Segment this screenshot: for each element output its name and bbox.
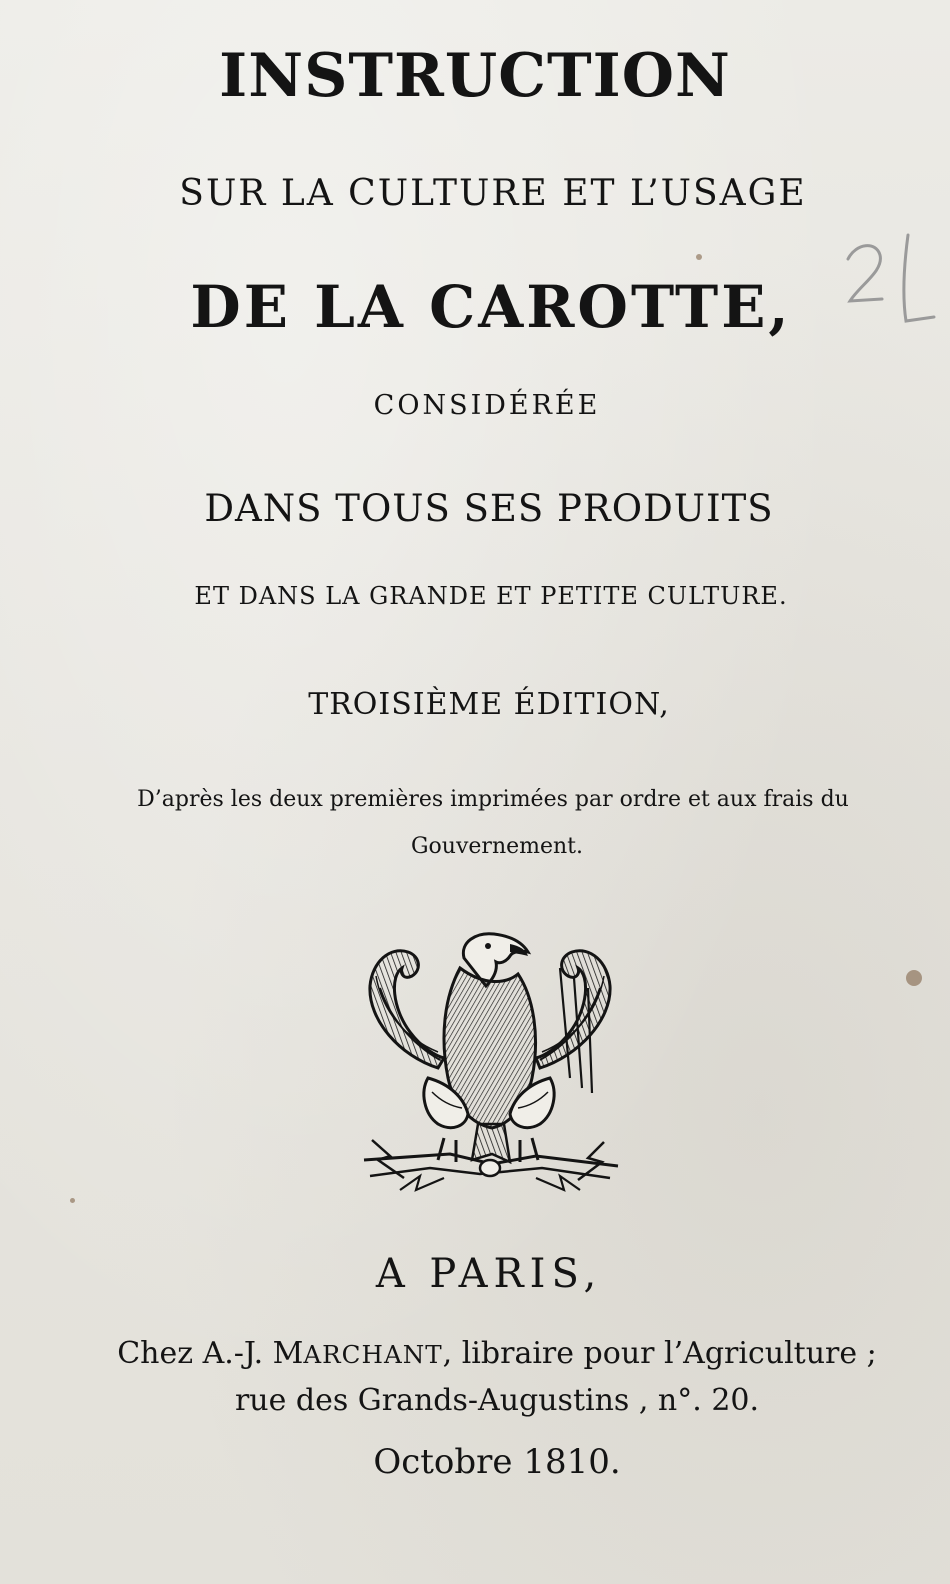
book-subtitle: SUR LA CULTURE ET L’USAGE [179,173,807,214]
pencil-mark-icon [842,225,942,335]
foxing-spot [696,254,702,260]
imperial-eagle-icon [360,928,624,1206]
book-subject: DE LA CAROTTE, [190,273,792,341]
scope-line: ET DANS LA GRANDE ET PETITE CULTURE. [194,582,788,610]
products-line: DANS TOUS SES PRODUITS [204,487,774,530]
foxing-spot [906,970,922,986]
considered-line: CONSIDÉRÉE [373,390,601,421]
foxing-spot [70,1198,75,1203]
place-line: A PARIS, [375,1251,603,1297]
address-line: rue des Grands-Augustins , n°. 20. [234,1383,760,1418]
date-line: Octobre 1810. [373,1442,621,1482]
book-title: INSTRUCTION [219,41,731,111]
publisher-name: ARCHANT [303,1340,443,1369]
publisher-line [22,1336,950,1371]
publisher-prefix: Chez A.-J. M [117,1336,304,1371]
edition-note-line-1: D’après les deux premières imprimées par ordre et aux frais du [137,787,849,812]
edition-line: TROISIÈME ÉDITION, [308,687,670,722]
publisher-suffix: , libraire pour l’Agriculture ; [442,1336,877,1371]
edition-note-line-2: Gouvernement. [410,834,584,859]
